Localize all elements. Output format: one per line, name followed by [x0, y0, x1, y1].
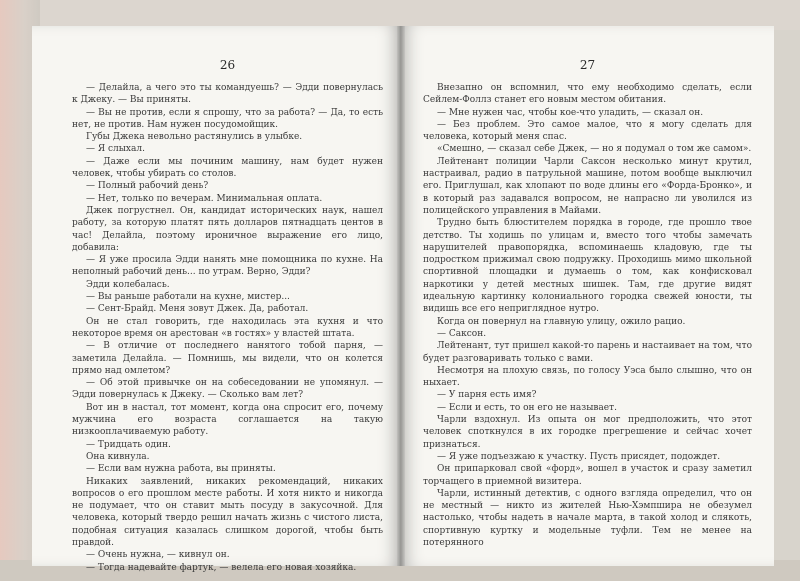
paragraph: — Если и есть, то он его не называет.: [437, 402, 617, 413]
paragraph: — Сент-Брайд. Меня зовут Джек. Да, работал.: [86, 304, 309, 315]
open-book: [32, 26, 774, 573]
paragraph: Чарли, истинный детектив, с одного взгляда определил, что он не местный — никто из жителей Нью-Хэмпшира не обезумел настолько, чтобы надеть в начале марта, в такой холод и слякоть, спортивную куртку и модельные туфли. Тем не менее на потерянного: [423, 488, 752, 548]
paragraph: Когда он повернул на главную улицу, ожило рацио.: [437, 316, 686, 327]
paragraph: — У парня есть имя?: [437, 390, 537, 401]
paragraph: — Вы не против, если я спрошу, что за работа? — Да, то есть нет, не против. Нам нужен посудомойщик.: [72, 107, 383, 130]
paragraph: — Саксон.: [437, 328, 487, 339]
paragraph: — Нет, только по вечерам. Минимальная оплата.: [86, 193, 323, 204]
paragraph: — Я слыхал.: [86, 144, 145, 155]
paragraph: — Вы раньше работали на кухне, мистер...: [86, 292, 290, 303]
paragraph: — Если вам нужна работа, вы приняты.: [86, 464, 276, 475]
paragraph: Несмотря на плохую связь, по голосу Уэса было слышно, что он ныхает.: [423, 365, 752, 389]
right-page-text: [423, 82, 752, 549]
paragraph: Внезапно он вспомнил, что ему необходимо сделать, если Сейлем-Фоллз станет его новым местом обитания.: [423, 83, 752, 106]
paragraph: Он не стал говорить, где находилась эта кухня и что некоторое время он арестован «в гостях» у властей штата.: [72, 316, 383, 339]
paragraph: — Тогда надевайте фартук, — велела его новая хозяйка.: [86, 562, 357, 573]
book-gutter: [397, 26, 405, 566]
paragraph: Лейтенант, тут пришел какой-то парень и настаивает на том, что будет разговаривать только с вами.: [423, 341, 752, 364]
paragraph: Эдди колебалась.: [86, 279, 170, 290]
paragraph: Чарли вздохнул. Из опыта он мог предположить, что этот человек споткнулся в их городке прегрешение и сейчас хочет признаться.: [423, 415, 752, 450]
paragraph: Она кивнула.: [86, 451, 150, 462]
paragraph: Джек погрустнел. Он, кандидат исторических наук, нашел работу, за которую платят пять долларов пятнадцать центов в час! Делайла, поэтому ироничное выражение его лицо, добавила:: [72, 205, 383, 253]
left-page-number: 26: [219, 58, 236, 72]
paragraph: — В отличие от последнего нанятого тобой парня, — заметила Делайла. — Помнишь, мы видели, что он колется прямо над омлетом?: [72, 341, 383, 376]
paragraph: — Мне нужен час, чтобы кое-что уладить, — сказал он.: [437, 107, 704, 118]
paragraph: «Смешно, — сказал себе Джек, — но я подумал о том же самом».: [437, 144, 752, 155]
paragraph: — Я уже подъезжаю к участку. Пусть присядет, подождет.: [437, 451, 721, 462]
paragraph: — Я уже просила Эдди нанять мне помощника по кухне. На неполный рабочий день... по утрам. Верно, Эдди?: [72, 255, 383, 278]
paragraph: — Очень нужна, — кивнул он.: [86, 550, 230, 561]
paragraph: Трудно быть блюстителем порядка в городе, где прошло твое детство. Ты ходишь по улицам и, вместо того чтобы замечать нарушителей правопорядка, вспоминаешь кладовую, где ты подростком прижимал свою подружку. Проходишь мимо школьной спортивной площадки и думаешь о том, как конфисковал наркотики у детей местных шишек. Там, где другие видят идеальную картинку колониального городка свежей юности, ты видишь все его неприглядное нутро.: [423, 218, 752, 315]
left-page-text: [72, 82, 383, 574]
paragraph: Лейтенант полиции Чарли Саксон несколько минут крутил, настраивал, радио в патрульной машине, потом вообще выключил его. Приглушал, как хлопают по воде длины его «Форда-Бронко», и в который раз задавался вопросом, не напрасно ли уволился из полицейского управления в Майами.: [423, 156, 752, 216]
left-page: [32, 26, 401, 573]
paragraph: — Даже если мы починим машину, нам будет нужен человек, чтобы убирать со столов.: [72, 156, 383, 180]
paragraph: — Тридцать один.: [86, 439, 171, 450]
paragraph: Губы Джека невольно растянулись в улыбке.: [86, 132, 303, 143]
paragraph: Никаких заявлений, никаких рекомендаций, никаких вопросов о его прошлом месте работы. И хотя никто и никогда не подумает, что он ставит мыть посуду в закусочной. Для человека, который твердо решил начать жизнь с чистого листа, подобная ситуация казалась слишком дорогой, чтобы быть правдой.: [72, 476, 383, 548]
right-page-number: 27: [579, 58, 596, 72]
paragraph: — Полный рабочий день?: [86, 181, 209, 192]
paragraph: — Делайла, а чего это ты командуешь? — Эдди повернулась к Джеку. — Вы приняты.: [72, 83, 383, 106]
paragraph: Вот ин в настал, тот момент, когда она спросит его, почему мужчина его возраста соглашается на такую низкооплачиваемую работу.: [72, 402, 383, 438]
paragraph: Он припарковал свой «форд», вошел в участок и сразу заметил торчащего в приемной визитера.: [423, 464, 752, 487]
paragraph: — Об этой привычке он на собеседовании не упомянул. — Эдди повернулась к Джеку. — Сколько вам лет?: [72, 378, 383, 401]
right-page: [401, 26, 774, 566]
paragraph: — Без проблем. Это самое малое, что я могу сделать для человека, который меня спас.: [423, 119, 752, 143]
